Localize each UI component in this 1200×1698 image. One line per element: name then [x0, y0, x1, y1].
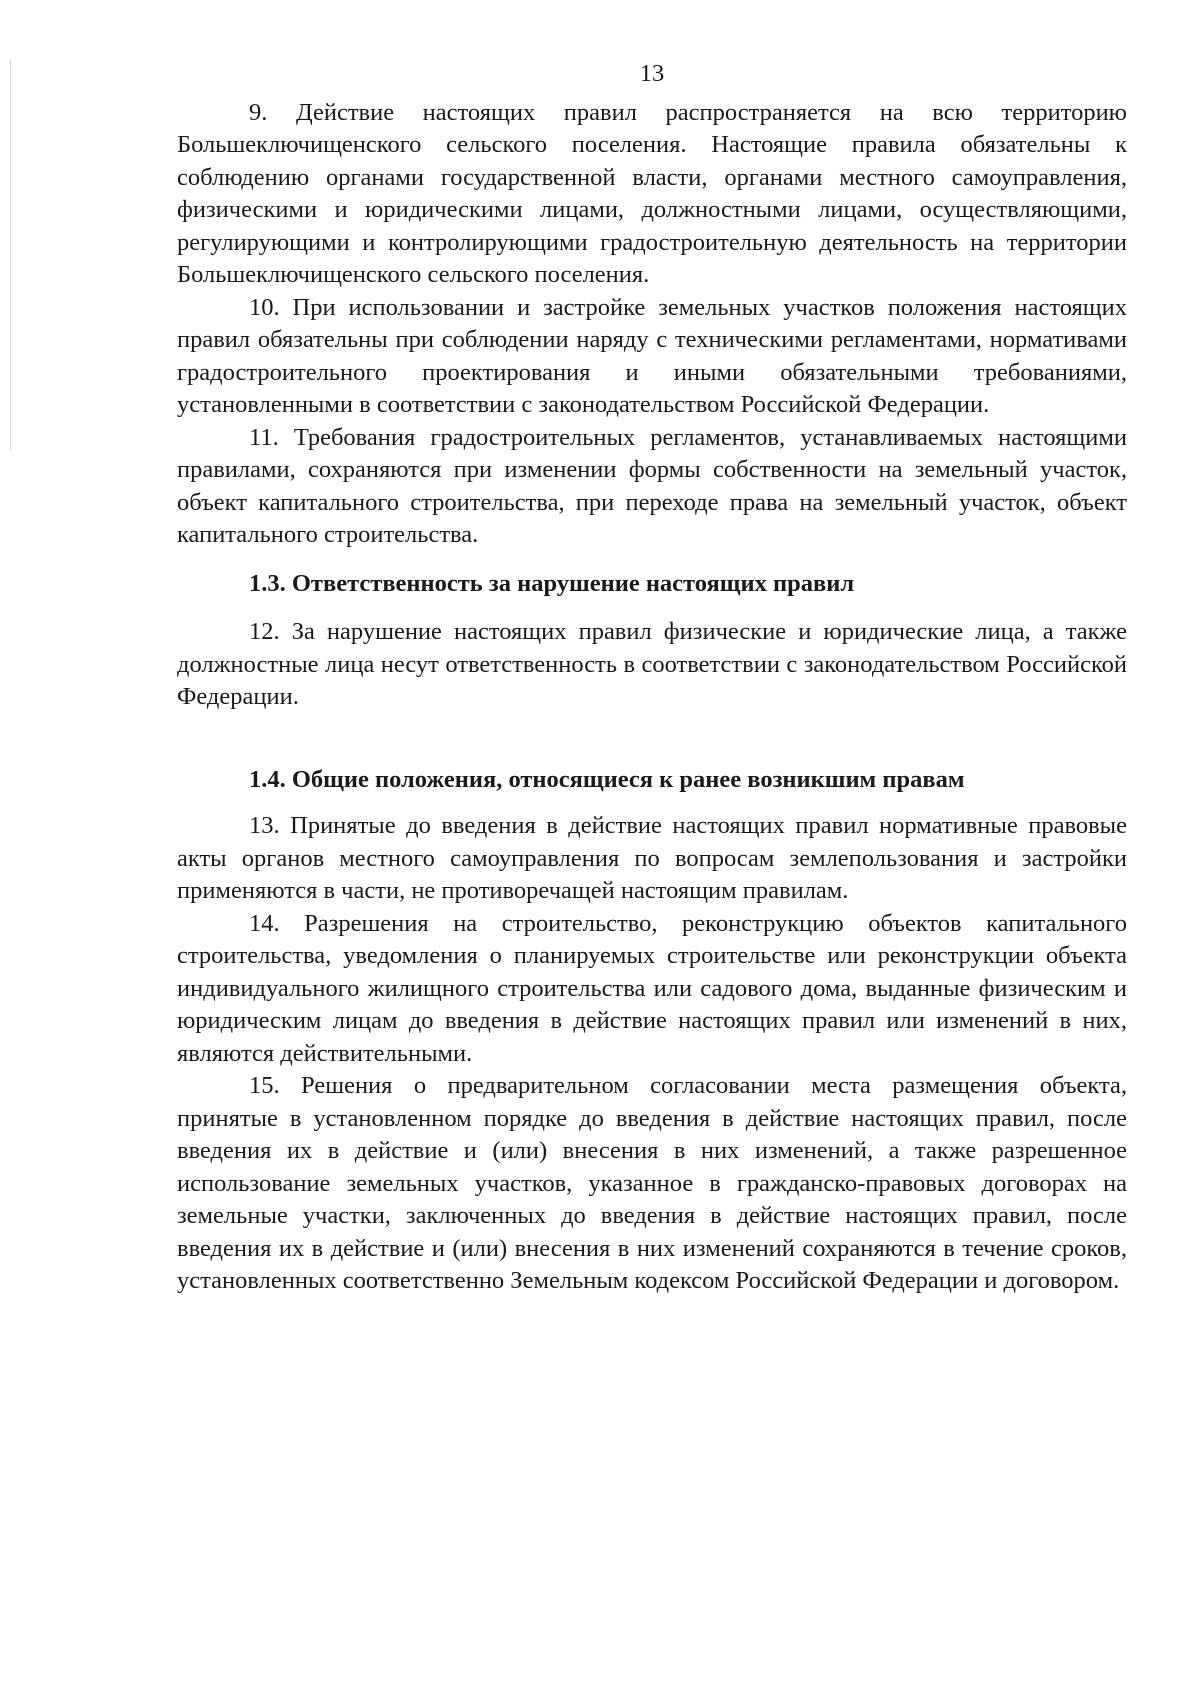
paragraph-9: 9. Действие настоящих правил распространяется на всю территорию Большеключищенского сельского поселения. Настоящие правила обязательны к соблюдению органами государственной власти, органами местного самоуправления, физическими и юридическими лицами, должностными лицами, осуществляющими, регулирующими и контролирующими градостроительную деятельность на территории Большеключищенского сельского поселения. [177, 98, 1127, 288]
page-number: 13 [639, 60, 665, 87]
paragraph-15: 15. Решения о предварительном согласовании места размещения объекта, принятые в установленном порядке до введения в действие настоящих правил, после введения их в действие и (или) внесения в них изменений, а также разрешенное использование земельных участков, указанное в гражданско-правовых договорах на земельные участки, заключенных до введения в действие настоящих правил, после введения их в действие и (или) внесения в них изменений сохраняются в течение сроков, установленных соответственно Земельным кодексом Российской Федерации и договором. [177, 1072, 1127, 1294]
paragraph-12: 12. За нарушение настоящих правил физические и юридические лица, а также должностные лица несут ответственность в соответствии с законодательством Российской Федерации. [177, 618, 1127, 710]
section-heading-1-4: 1.4. Общие положения, относящиеся к ранее возникшим правам [249, 765, 965, 793]
section-heading-1-3: 1.3. Ответственность за нарушение настоящих правил [249, 569, 855, 597]
paragraph-11: 11. Требования градостроительных регламентов, устанавливаемых настоящими правилами, сохраняются при изменении формы собственности на земельный участок, объект капитального строительства, при переходе права на земельный участок, объект капитального строительства. [177, 423, 1127, 548]
paragraph-14: 14. Разрешения на строительство, реконструкцию объектов капитального строительства, уведомления о планируемых строительстве или реконструкции объекта индивидуального жилищного строительства или садового дома, выданные физическим и юридическим лицам до введения в действие настоящих правил или изменений в них, являются действительными. [177, 909, 1127, 1067]
scan-edge-line [10, 60, 11, 450]
document-page [177, 58, 1127, 1298]
paragraph-13: 13. Принятые до введения в действие настоящих правил нормативные правовые акты органов местного самоуправления по вопросам землепользования и застройки применяются в части, не противоречащей настоящим правилам. [177, 812, 1127, 904]
paragraph-10: 10. При использовании и застройке земельных участков положения настоящих правил обязательны при соблюдении наряду с техническими регламентами, нормативами градостроительного проектирования и иными обязательными требованиями, установленными в соответствии с законодательством Российской Федерации. [177, 293, 1127, 418]
